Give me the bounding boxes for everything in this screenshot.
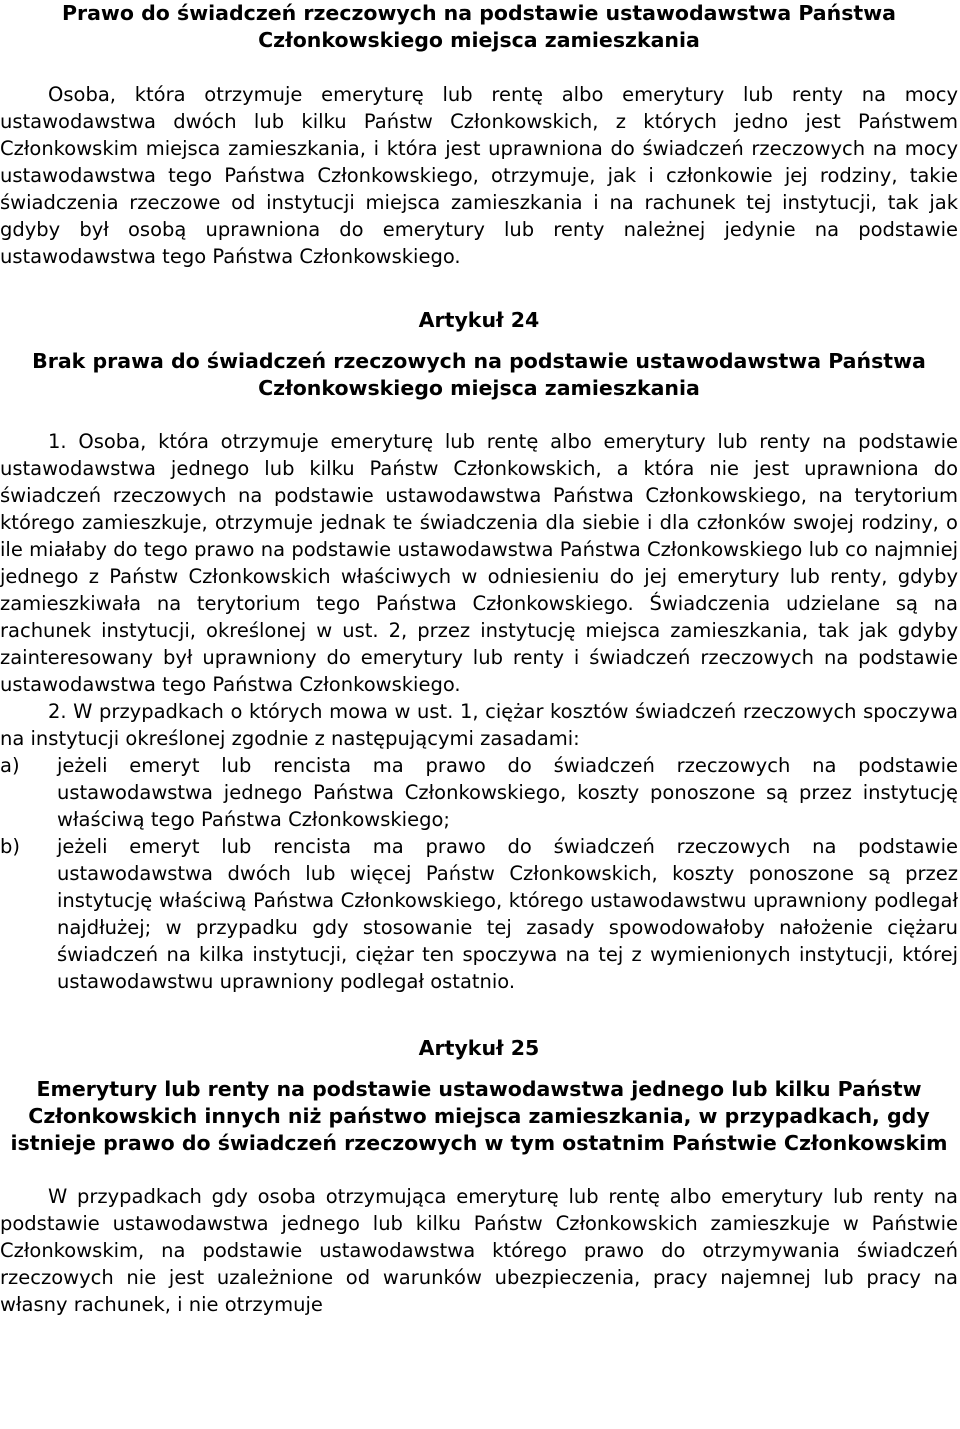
article-24-title: Brak prawa do świadczeń rzeczowych na podstawie ustawodawstwa Państwa Członkowskiego miejsca zamieszkania bbox=[32, 349, 926, 400]
article-25-title: Emerytury lub renty na podstawie ustawodawstwa jednego lub kilku Państw Członkowskich innych niż państwo miejsca zamieszkania, w przypadkach, gdy istnieje prawo do świadczeń rzeczowych w tym ostatnim Państwie Członkowskim bbox=[10, 1077, 948, 1155]
list-text: jeżeli emeryt lub rencista ma prawo do świadczeń rzeczowych na podstawie ustawodawstwa jednego Państwa Członkowskiego, koszty ponoszone są przez instytucję właściwą tego Państwa Członkowskiego; bbox=[57, 754, 958, 831]
list-item-b bbox=[0, 833, 958, 995]
article-25-number: Artykuł 25 bbox=[418, 1036, 540, 1060]
section-heading-top: Prawo do świadczeń rzeczowych na podstawie ustawodawstwa Państwa Członkowskiego miejsca zamieszkania bbox=[61, 1, 897, 52]
paragraph-intro: Osoba, która otrzymuje emeryturę lub rentę albo emerytury lub renty na mocy ustawodawstwa dwóch lub kilku Państw Członkowskich, z których jedno jest Państwem Członkowskim miejsca zamieszkania, i która jest uprawniona do świadczeń rzeczowych na mocy ustawodawstwa tego Państwa Członkowskiego, otrzymuje, jak i członkowie jej rodziny, takie świadczenia rzeczowe od instytucji miejsca zamieszkania i na rachunek tej instytucji, tak jak gdyby był osobą uprawniona do emerytury lub renty należnej jedynie na podstawie ustawodawstwa tego Państwa Członkowskiego. bbox=[0, 83, 958, 268]
article-25-paragraph-1: W przypadkach gdy osoba otrzymująca emeryturę lub rentę albo emerytury lub renty na podstawie ustawodawstwa jednego lub kilku Państw Członkowskich zamieszkuje w Państwie Członkowskim, na podstawie ustawodawstwa którego prawo do otrzymywania świadczeń rzeczowych nie jest uzależnione od warunków ubezpieczenia, pracy najemnej lub pracy na własny rachunek, i nie otrzymuje bbox=[0, 1185, 958, 1316]
article-24-paragraph-2: 2. W przypadkach o których mowa w ust. 1, ciężar kosztów świadczeń rzeczowych spoczywa na instytucji określonej zgodnie z następującymi zasadami: bbox=[0, 700, 958, 750]
list-item-a bbox=[0, 752, 958, 833]
article-24-number: Artykuł 24 bbox=[418, 308, 540, 332]
list-text: jeżeli emeryt lub rencista ma prawo do świadczeń rzeczowych na podstawie ustawodawstwa dwóch lub więcej Państw Członkowskich, koszty ponoszone są przez instytucję właściwą Państwa Członkowskiego, którego ustawodawstwu uprawniony podlegał najdłużej; w przypadku gdy stosowanie tej zasady spowodowałoby nałożenie ciężaru świadczeń na kilka instytucji, ciężar ten spoczywa na tej z wymienionych instytucji, której ustawodawstwu uprawniony podlegał ostatnio. bbox=[57, 835, 958, 993]
list-marker: a) bbox=[0, 754, 20, 777]
list-marker: b) bbox=[0, 835, 20, 858]
article-24-paragraph-1: 1. Osoba, która otrzymuje emeryturę lub rentę albo emerytury lub renty na podstawie ustawodawstwa jednego lub kilku Państw Członkowskich, a która nie jest uprawniona do świadczeń rzeczowych na podstawie ustawodawstwa Państwa Członkowskiego, na terytorium którego zamieszkuje, otrzymuje jednak te świadczenia dla siebie i dla członków swojej rodziny, o ile miałaby do tego prawo na podstawie ustawodawstwa Państwa Członkowskiego lub co najmniej jednego z Państw Członkowskich właściwych w odniesieniu do jej emerytury lub renty, gdyby zamieszkiwała na terytorium tego Państwa Członkowskiego. Świadczenia udzielane są na rachunek instytucji, określonej w ust. 2, przez instytucję miejsca zamieszkania, tak jak gdyby zainteresowany był uprawniony do emerytury lub renty i świadczeń rzeczowych na podstawie ustawodawstwa tego Państwa Członkowskiego. bbox=[0, 430, 958, 696]
